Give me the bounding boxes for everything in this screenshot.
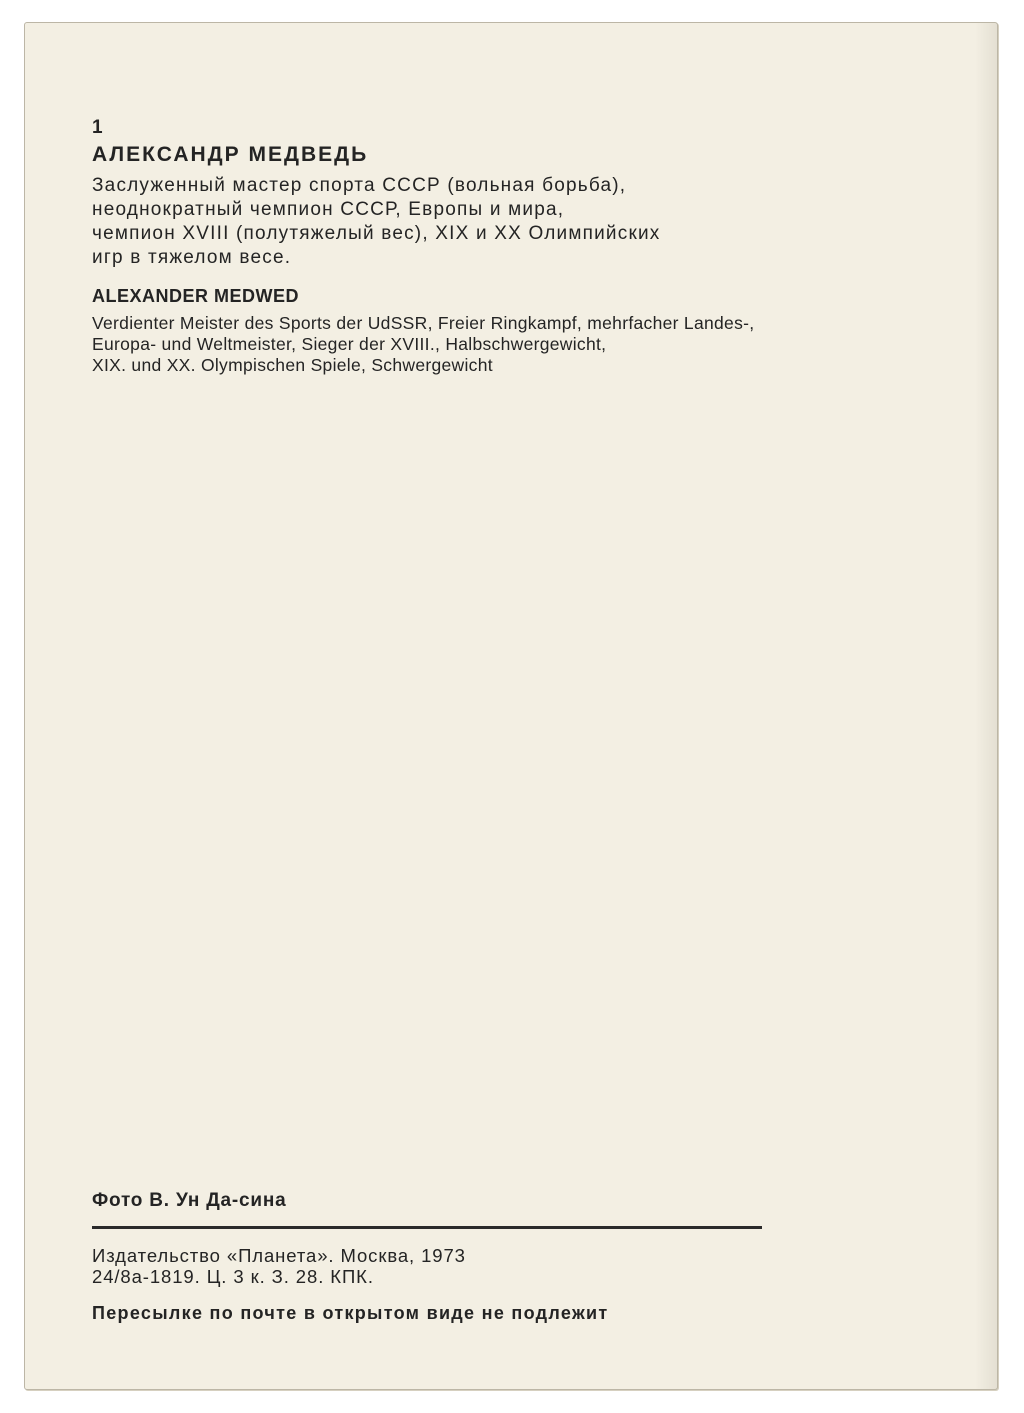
- german-description: [92, 313, 754, 376]
- russian-athlete-name: АЛЕКСАНДР МЕДВЕДЬ: [92, 143, 369, 166]
- photo-credit: Фото В. Ун Да-сина: [92, 1190, 287, 1211]
- mail-notice: Пересылке по почте в открытом виде не подлежит: [92, 1303, 609, 1323]
- publisher-line: Издательство «Планета». Москва, 1973: [92, 1245, 466, 1266]
- german-description-line: XIX. und XX. Olympischen Spiele, Schwergewicht: [92, 355, 493, 375]
- card-number: 1: [92, 117, 104, 138]
- publisher-info: [92, 1245, 466, 1287]
- russian-description-line: чемпион XVIII (полутяжелый вес), XIX и XX Олимпийских: [92, 223, 661, 244]
- card-edge-shadow: [975, 23, 997, 1389]
- russian-description-line: Заслуженный мастер спорта СССР (вольная борьба),: [92, 175, 627, 196]
- publisher-line: 24/8а-1819. Ц. 3 к. З. 28. КПК.: [92, 1266, 374, 1287]
- german-athlete-name: ALEXANDER MEDWED: [92, 286, 300, 306]
- german-description-line: Europa- und Weltmeister, Sieger der XVIII., Halbschwergewicht,: [92, 334, 607, 354]
- russian-description: [92, 174, 660, 270]
- russian-description-line: игр в тяжелом весе.: [92, 247, 292, 268]
- divider-rule: [92, 1226, 762, 1229]
- german-description-line: Verdienter Meister des Sports der UdSSR, Freier Ringkampf, mehrfacher Landes-,: [92, 313, 755, 333]
- russian-description-line: неоднократный чемпион СССР, Европы и мира,: [92, 199, 565, 220]
